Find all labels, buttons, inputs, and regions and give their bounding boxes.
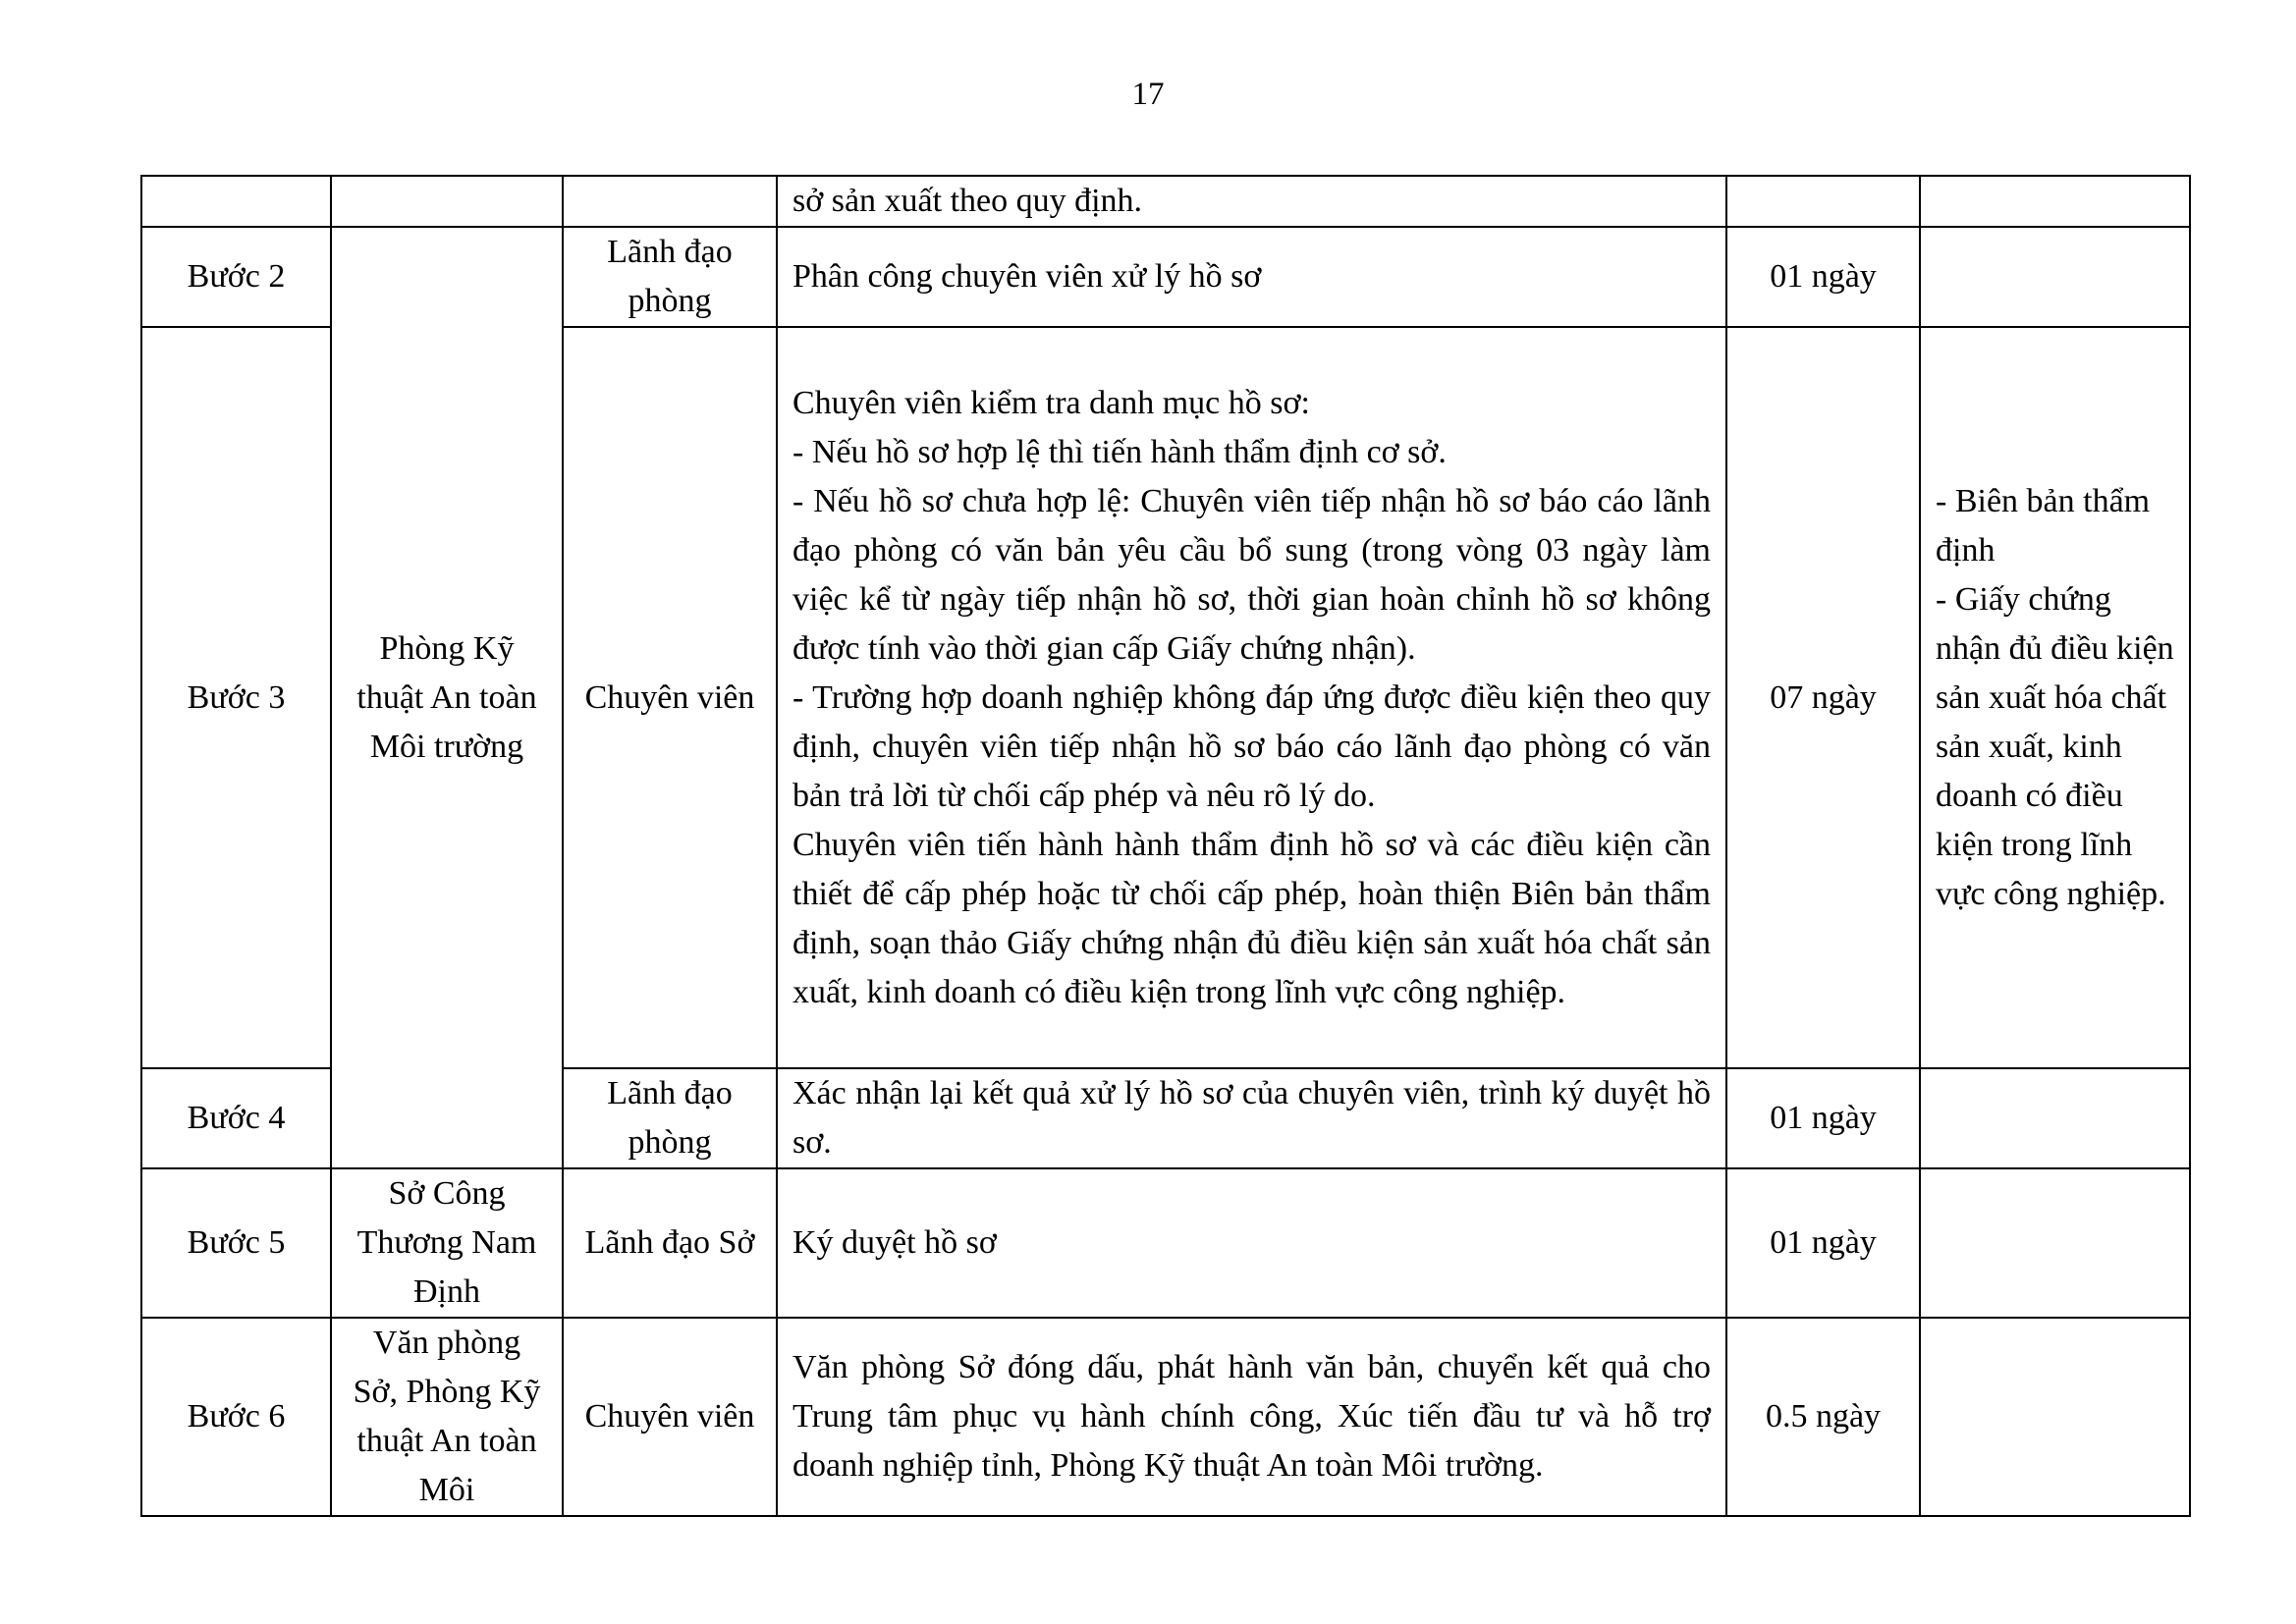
step-cell [141,176,331,227]
content-cell: sở sản xuất theo quy định. [777,176,1726,227]
result-cell [1920,1168,2190,1318]
table-row [141,176,2190,227]
content-cell: Văn phòng Sở đóng dấu, phát hành văn bản, chuyển kết quả cho Trung tâm phục vụ hành chính công, Xúc tiến đầu tư và hỗ trợ doanh nghiệp tỉnh, Phòng Kỹ thuật An toàn Môi trường. [777,1318,1726,1516]
content-cell: Ký duyệt hồ sơ [777,1168,1726,1318]
result-cell [1920,327,2190,1068]
content-line: - Nếu hồ sơ hợp lệ thì tiến hành thẩm định cơ sở. [793,433,1447,470]
time-cell: 07 ngày [1726,327,1920,1068]
result-cell [1920,176,2190,227]
step-cell: Bước 5 [141,1168,331,1318]
procedure-table [140,175,2191,1517]
role-cell: Chuyên viên [563,1318,777,1516]
content-line: - Trường hợp doanh nghiệp không đáp ứng được điều kiện theo quy định, chuyên viên tiếp nhận hồ sơ báo cáo lãnh đạo phòng có văn bản trả lời từ chối cấp phép và nêu rõ lý do. [793,678,1711,814]
step-cell: Bước 4 [141,1068,331,1168]
content-cell: Phân công chuyên viên xử lý hồ sơ [777,227,1726,327]
result-cell [1920,1068,2190,1168]
role-cell: Lãnh đạo phòng [563,227,777,327]
result-cell [1920,227,2190,327]
step-cell: Bước 2 [141,227,331,327]
content-cell [777,327,1726,1068]
role-cell: Lãnh đạo phòng [563,1068,777,1168]
time-cell [1726,176,1920,227]
result-line: - Giấy chứng nhận đủ điều kiện sản xuất hóa chất sản xuất, kinh doanh có điều kiện trong lĩnh vực công nghiệp. [1936,580,2174,912]
role-cell: Chuyên viên [563,327,777,1068]
time-cell: 0.5 ngày [1726,1318,1920,1516]
result-line: - Biên bản thẩm định [1936,482,2151,568]
content-line: - Nếu hồ sơ chưa hợp lệ: Chuyên viên tiếp nhận hồ sơ báo cáo lãnh đạo phòng có văn bản yêu cầu bổ sung (trong vòng 03 ngày làm việc kể từ ngày tiếp nhận hồ sơ, thời gian hoàn chỉnh hồ sơ không được tính vào thời gian cấp Giấy chứng nhận). [793,482,1711,667]
unit-cell [331,176,563,227]
role-cell: Lãnh đạo Sở [563,1168,777,1318]
step-cell: Bước 6 [141,1318,331,1516]
unit-cell: Văn phòng Sở, Phòng Kỹ thuật An toàn Môi [331,1318,563,1516]
table-row [141,227,2190,327]
time-cell: 01 ngày [1726,1068,1920,1168]
table-row [141,1168,2190,1318]
unit-cell: Phòng Kỹ thuật An toàn Môi trường [331,227,563,1168]
time-cell: 01 ngày [1726,1168,1920,1318]
content-line: Chuyên viên kiểm tra danh mục hồ sơ: [793,384,1310,421]
content-cell: Xác nhận lại kết quả xử lý hồ sơ của chuyên viên, trình ký duyệt hồ sơ. [777,1068,1726,1168]
page-number: 17 [1131,77,1165,112]
result-cell [1920,1318,2190,1516]
table-row [141,1318,2190,1516]
role-cell [563,176,777,227]
time-cell: 01 ngày [1726,227,1920,327]
step-cell: Bước 3 [141,327,331,1068]
unit-cell: Sở Công Thương Nam Định [331,1168,563,1318]
content-line: Chuyên viên tiến hành hành thẩm định hồ sơ và các điều kiện cần thiết để cấp phép hoặc từ chối cấp phép, hoàn thiện Biên bản thẩm định, soạn thảo Giấy chứng nhận đủ điều kiện sản xuất hóa chất sản xuất, kinh doanh có điều kiện trong lĩnh vực công nghiệp. [793,826,1711,1010]
